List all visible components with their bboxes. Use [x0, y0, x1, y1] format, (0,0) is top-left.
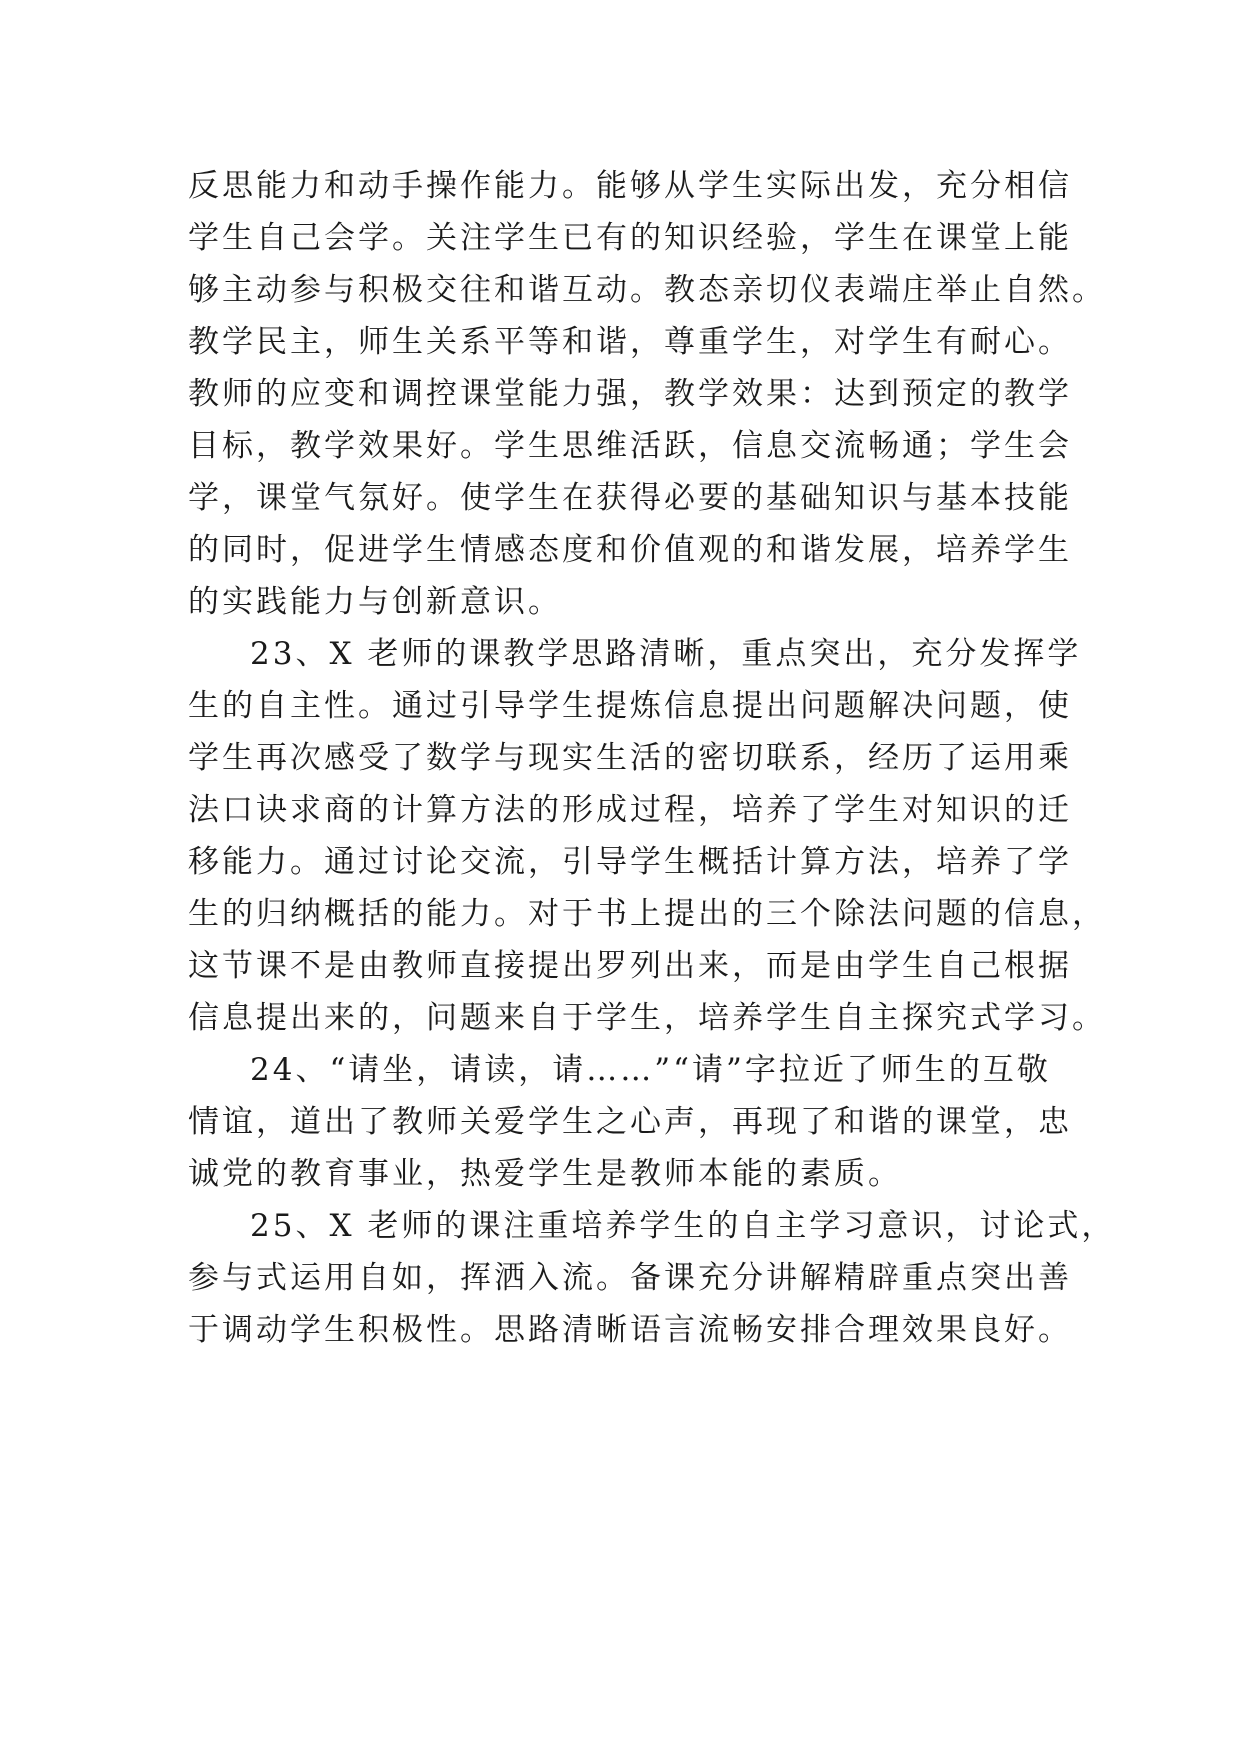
- text-line: 法口诀求商的计算方法的形成过程，培养了学生对知识的迁: [188, 792, 1072, 828]
- paragraph-24: [188, 1044, 1072, 1200]
- text-line: 学，课堂气氛好。使学生在获得必要的基础知识与基本技能: [188, 480, 1072, 516]
- text-line: 教学民主，师生关系平等和谐，尊重学生，对学生有耐心。: [188, 324, 1072, 360]
- text-line: 于调动学生积极性。思路清晰语言流畅安排合理效果良好。: [188, 1312, 1072, 1348]
- text-line: 诚党的教育事业，热爱学生是教师本能的素质。: [188, 1156, 902, 1192]
- body-text: [188, 160, 1116, 1356]
- text-line: 目标，教学效果好。学生思维活跃，信息交流畅通；学生会: [188, 428, 1072, 464]
- text-line: 够主动参与积极交往和谐互动。教态亲切仪表端庄举止自然。: [188, 272, 1106, 308]
- text-line: 23、X 老师的课教学思路清晰，重点突出，充分发挥学: [250, 636, 1082, 672]
- text-line: 参与式运用自如，挥洒入流。备课充分讲解精辟重点突出善: [188, 1260, 1072, 1296]
- text-line: 这节课不是由教师直接提出罗列出来，而是由学生自己根据: [188, 948, 1072, 984]
- text-line: 反思能力和动手操作能力。能够从学生实际出发，充分相信: [188, 168, 1072, 204]
- text-line: 的同时，促进学生情感态度和价值观的和谐发展，培养学生: [188, 532, 1072, 568]
- text-line: 生的归纳概括的能力。对于书上提出的三个除法问题的信息，: [188, 896, 1106, 932]
- text-line: 生的自主性。通过引导学生提炼信息提出问题解决问题，使: [188, 688, 1072, 724]
- text-line: 信息提出来的，问题来自于学生，培养学生自主探究式学习。: [188, 1000, 1106, 1036]
- text-line: 24、“请坐，请读，请……”“请”字拉近了师生的互敬: [250, 1052, 1051, 1088]
- paragraph-23: [188, 628, 1106, 1044]
- text-line: 学生再次感受了数学与现实生活的密切联系，经历了运用乘: [188, 740, 1072, 776]
- text-line: 25、X 老师的课注重培养学生的自主学习意识，讨论式，: [250, 1208, 1116, 1244]
- paragraph-25: [188, 1200, 1116, 1356]
- text-line: 学生自己会学。关注学生已有的知识经验，学生在课堂上能: [188, 220, 1072, 256]
- text-line: 情谊，道出了教师关爱学生之心声，再现了和谐的课堂，忠: [188, 1104, 1072, 1140]
- text-line: 移能力。通过讨论交流，引导学生概括计算方法，培养了学: [188, 844, 1072, 880]
- text-line: 教师的应变和调控课堂能力强，教学效果：达到预定的教学: [188, 376, 1072, 412]
- paragraph-1: [188, 160, 1106, 628]
- text-line: 的实践能力与创新意识。: [188, 584, 562, 620]
